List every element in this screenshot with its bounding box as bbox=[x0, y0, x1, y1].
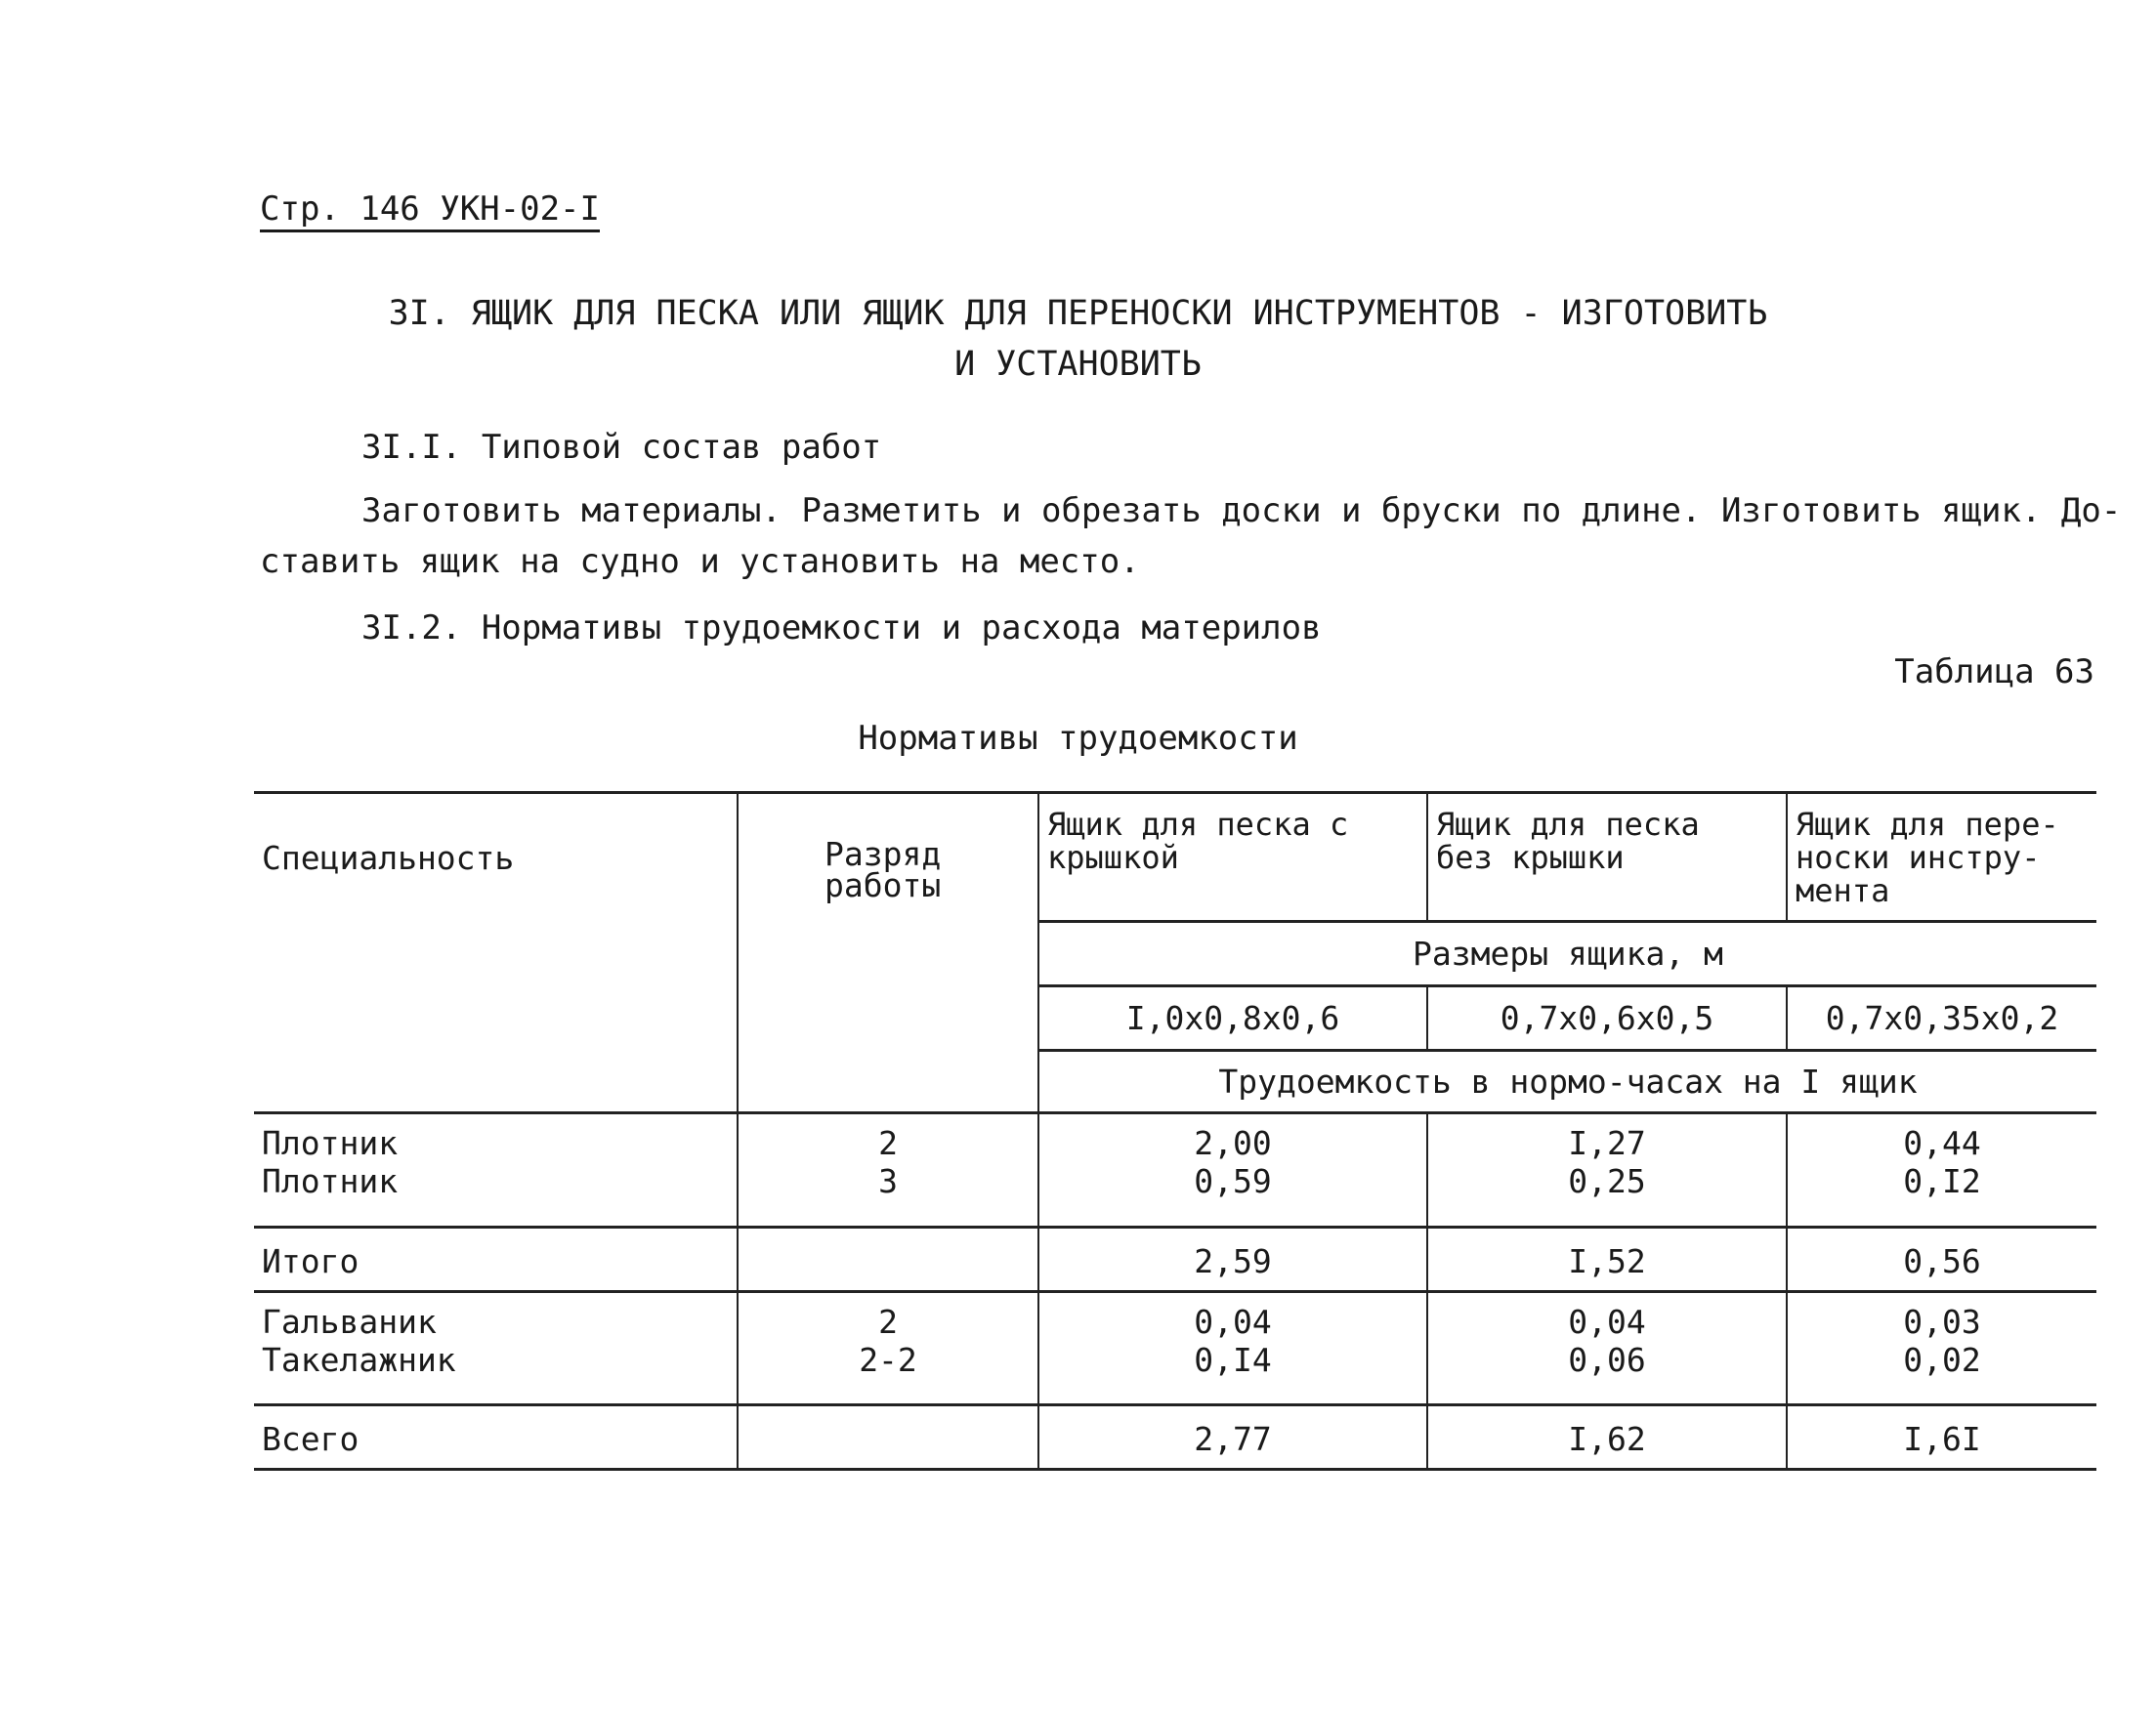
table-number: Таблица 63 bbox=[1894, 652, 2094, 691]
column-header-grade bbox=[738, 793, 1038, 1113]
page-reference: Стр. 146 УКН-02-I bbox=[260, 189, 600, 229]
column-header-grade-text: Разряд работы bbox=[824, 835, 942, 904]
column-header-box-with-lid-text: Ящик для песка с крышкой bbox=[1047, 806, 1349, 876]
sizes-label: Размеры ящика, м bbox=[1038, 922, 2096, 986]
column-header-specialty-text: Специальность bbox=[262, 839, 515, 877]
table-row-specialty: Плотник bbox=[254, 1113, 738, 1163]
column-header-box-without-lid-text: Ящик для песка без крышки bbox=[1436, 806, 1700, 876]
table-cell-value: I,27 bbox=[1427, 1113, 1787, 1163]
column-header-box-without-lid bbox=[1427, 793, 1787, 922]
table-cell-value: 0,04 bbox=[1038, 1291, 1427, 1341]
table-cell-value: I,52 bbox=[1427, 1227, 1787, 1291]
table-cell-value: 0,44 bbox=[1787, 1113, 2096, 1163]
table-cell-value: 0,I4 bbox=[1038, 1341, 1427, 1405]
size-box-without-lid: 0,7x0,6x0,5 bbox=[1427, 986, 1787, 1051]
table-cell-value: 2,00 bbox=[1038, 1113, 1427, 1163]
table-row-specialty: Гальваник bbox=[254, 1291, 738, 1341]
table-cell-value: 0,25 bbox=[1427, 1162, 1787, 1227]
column-header-box-with-lid bbox=[1038, 793, 1427, 922]
table-row-specialty: Итого bbox=[254, 1227, 738, 1291]
table-caption: Нормативы трудоемкости bbox=[858, 719, 1298, 758]
size-box-with-lid: I,0x0,8x0,6 bbox=[1038, 986, 1427, 1051]
table-cell-value: I,6I bbox=[1787, 1405, 2096, 1470]
column-header-specialty bbox=[254, 793, 738, 1113]
section-title-line1: 3I. ЯЩИК ДЛЯ ПЕСКА ИЛИ ЯЩИК ДЛЯ ПЕРЕНОСКИ ИНСТРУМЕНТОВ - ИЗГОТОВИТЬ bbox=[388, 294, 1768, 333]
subsection-heading-work-composition: 3I.I. Типовой состав работ bbox=[361, 428, 882, 467]
table-row-grade: 2-2 bbox=[738, 1341, 1038, 1405]
table-cell-value: 0,56 bbox=[1787, 1227, 2096, 1291]
labor-units-label: Трудоемкость в нормо-часах на I ящик bbox=[1218, 1063, 1918, 1101]
table-cell-value: 0,59 bbox=[1038, 1162, 1427, 1227]
table-cell-value: 0,I2 bbox=[1903, 1162, 1981, 1200]
table-cell-value: I,62 bbox=[1427, 1405, 1787, 1470]
subsection-heading-norms: 3I.2. Нормативы трудоемкости и расхода материлов bbox=[361, 608, 1322, 647]
table-row-grade bbox=[738, 1227, 1038, 1291]
size-tool-box: 0,7x0,35x0,2 bbox=[1787, 986, 2096, 1051]
paragraph-line2: ставить ящик на судно и установить на место. bbox=[260, 542, 1140, 581]
table-row-specialty: Такелажник bbox=[254, 1341, 738, 1405]
labor-norms-table bbox=[254, 791, 2096, 1471]
table-cell-value: 0,03 bbox=[1787, 1291, 2096, 1341]
table-cell-value: 2,77 bbox=[1038, 1405, 1427, 1470]
section-title-line2: И УСТАНОВИТЬ bbox=[954, 345, 1202, 384]
table-cell-value: 0,02 bbox=[1903, 1340, 1981, 1379]
column-header-tool-box-text: Ящик для пере- носки инстру- мента bbox=[1796, 806, 2059, 909]
paragraph-line1: Заготовить материалы. Разметить и обрезать доски и бруски по длине. Изготовить ящик. До- bbox=[361, 491, 2122, 530]
table-row-specialty: Всего bbox=[254, 1405, 738, 1470]
table-cell-value: 2,59 bbox=[1038, 1227, 1427, 1291]
table-row-specialty: Плотник bbox=[254, 1162, 738, 1227]
column-header-tool-box bbox=[1787, 793, 2096, 922]
table-cell-value: 0,06 bbox=[1427, 1341, 1787, 1405]
table-row-grade bbox=[738, 1405, 1038, 1470]
table-row-grade: 3 bbox=[738, 1162, 1038, 1227]
table-row-grade: 2 bbox=[738, 1291, 1038, 1341]
table-row-grade: 2 bbox=[738, 1113, 1038, 1163]
table-cell-value: 0,04 bbox=[1427, 1291, 1787, 1341]
